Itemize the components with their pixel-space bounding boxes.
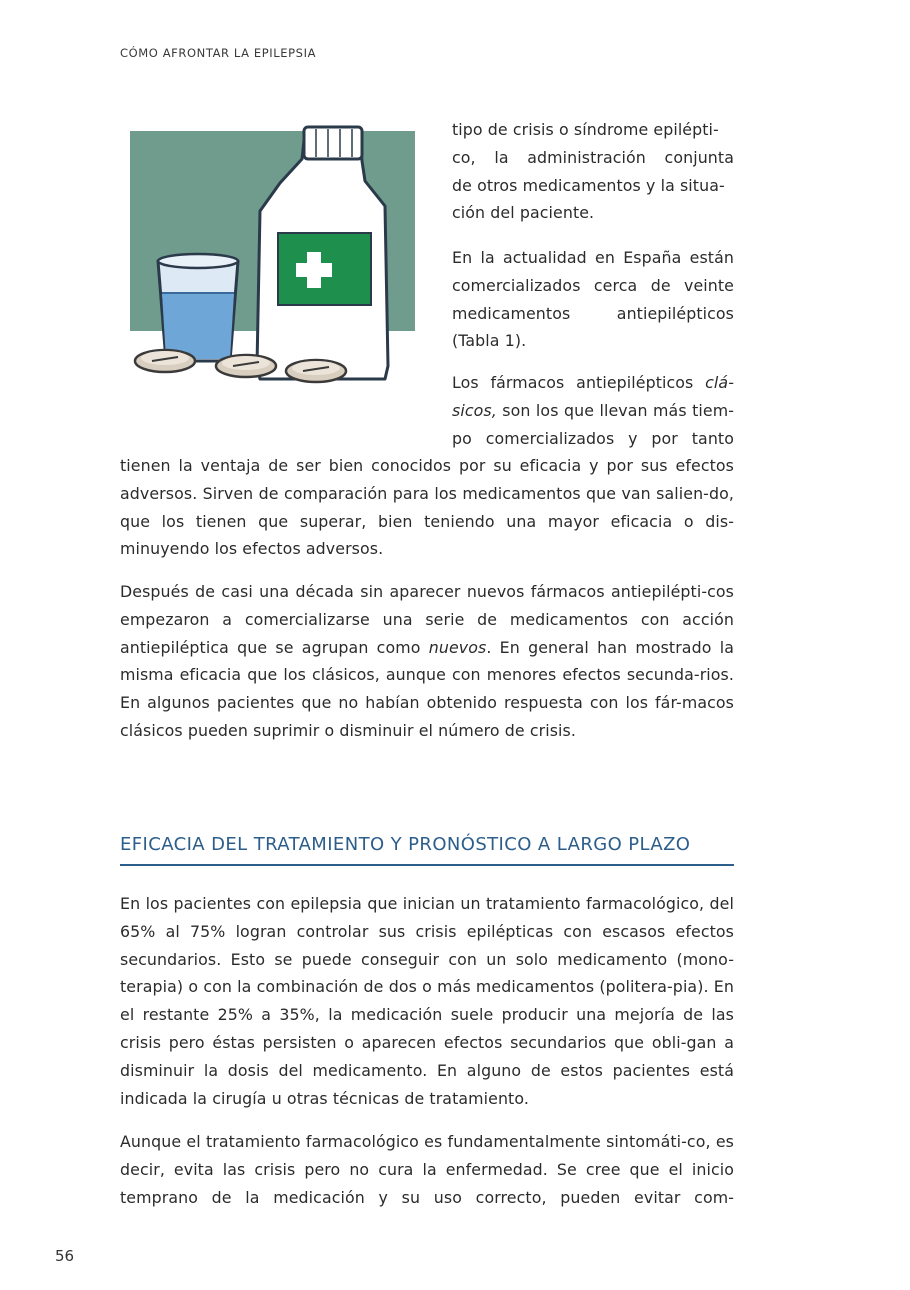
paragraph-4-text-a: Después de casi una década sin aparecer nuevos fármacos antiepilépti-cos empezaron a comercializarse una serie de medicamentos con acción antiepiléptica que se agrupan como — [120, 582, 734, 657]
paragraph-3-line-3: po comercializados y por tanto — [452, 428, 734, 448]
paragraph-1-line-3: de otros medicamentos y la situa- — [452, 175, 725, 195]
paragraph-1-line-4: ción del paciente. — [452, 203, 595, 223]
paragraph-3-line-2 — [452, 397, 734, 425]
paragraph-5: En los pacientes con epilepsia que inician un tratamiento farmacológico, del 65% al 75% logran controlar sus crisis epilépticas con escasos efectos secundarios. Esto se puede conseguir con un solo medicamento (mono-terapia) o con la combinación de dos o más medicamentos (politera-pia). En el restante 25% a 35%, la medicación suele producir una mejoría de las crisis pero éstas persisten o aparecen efectos secundarios que obli-gan a disminuir la dosis del medicamento. En alguno de estos pacientes está indicada la cirugía u otras técnicas de tratamiento. — [120, 894, 734, 1108]
paragraph-4-text-b: . En general han mostrado la misma eficacia que los clásicos, aunque con menores efectos secunda-rios. En algunos pacientes que no habían obtenido respuesta con los fár-macos clásicos pueden suprimir o disminuir el número de crisis. — [120, 637, 734, 740]
term-clasicos-part-2: sicos, — [452, 400, 497, 420]
paragraph-2 — [452, 244, 734, 355]
paragraph-2-line-1: En la actualidad en España están — [452, 248, 734, 267]
paragraph-3-top — [452, 369, 734, 452]
paragraph-2-line-4: (Tabla 1). — [452, 331, 527, 351]
medicine-bottle-illustration — [120, 121, 420, 421]
paragraph-4 — [120, 578, 734, 745]
medicine-bottle-glass-pills-icon — [120, 121, 420, 421]
section-heading: EFICACIA DEL TRATAMIENTO Y PRONÓSTICO A LARGO PLAZO — [120, 832, 734, 866]
term-nuevos: nuevos — [428, 637, 487, 657]
page-number: 56 — [55, 1247, 75, 1265]
paragraph-3-line-2-text: son los que llevan más tiem- — [496, 400, 734, 420]
paragraph-2-line-3: medicamentos antiepilépticos — [452, 303, 734, 323]
paragraph-1-line-2: co, la administración conjunta — [452, 147, 734, 167]
paragraph-1 — [452, 116, 734, 227]
paragraph-3-rest: tienen la ventaja de ser bien conocidos por su eficacia y por sus efectos adversos. Sirven de comparación para los medicamentos que van salien-do, que los tienen que superar, bien teniendo una mayor eficacia o dis-minuyendo los efectos adversos. — [120, 456, 734, 559]
paragraph-2-line-2: comercializados cerca de veinte — [452, 275, 734, 295]
paragraph-3-line-1-text: Los fármacos antiepilépticos — [452, 373, 706, 392]
paragraph-1-line-1: tipo de crisis o síndrome epilépti- — [452, 120, 719, 139]
term-clasicos-part-1: clá- — [705, 373, 734, 392]
paragraph-6: Aunque el tratamiento farmacológico es fundamentalmente sintomáti-co, es decir, evita las crisis pero no cura la enfermedad. Se cree que el inicio temprano de la medicación y su uso correcto, pueden evitar com- — [120, 1132, 734, 1207]
running-head: CÓMO AFRONTAR LA EPILEPSIA — [120, 46, 317, 60]
paragraph-3-line-1 — [452, 369, 734, 397]
